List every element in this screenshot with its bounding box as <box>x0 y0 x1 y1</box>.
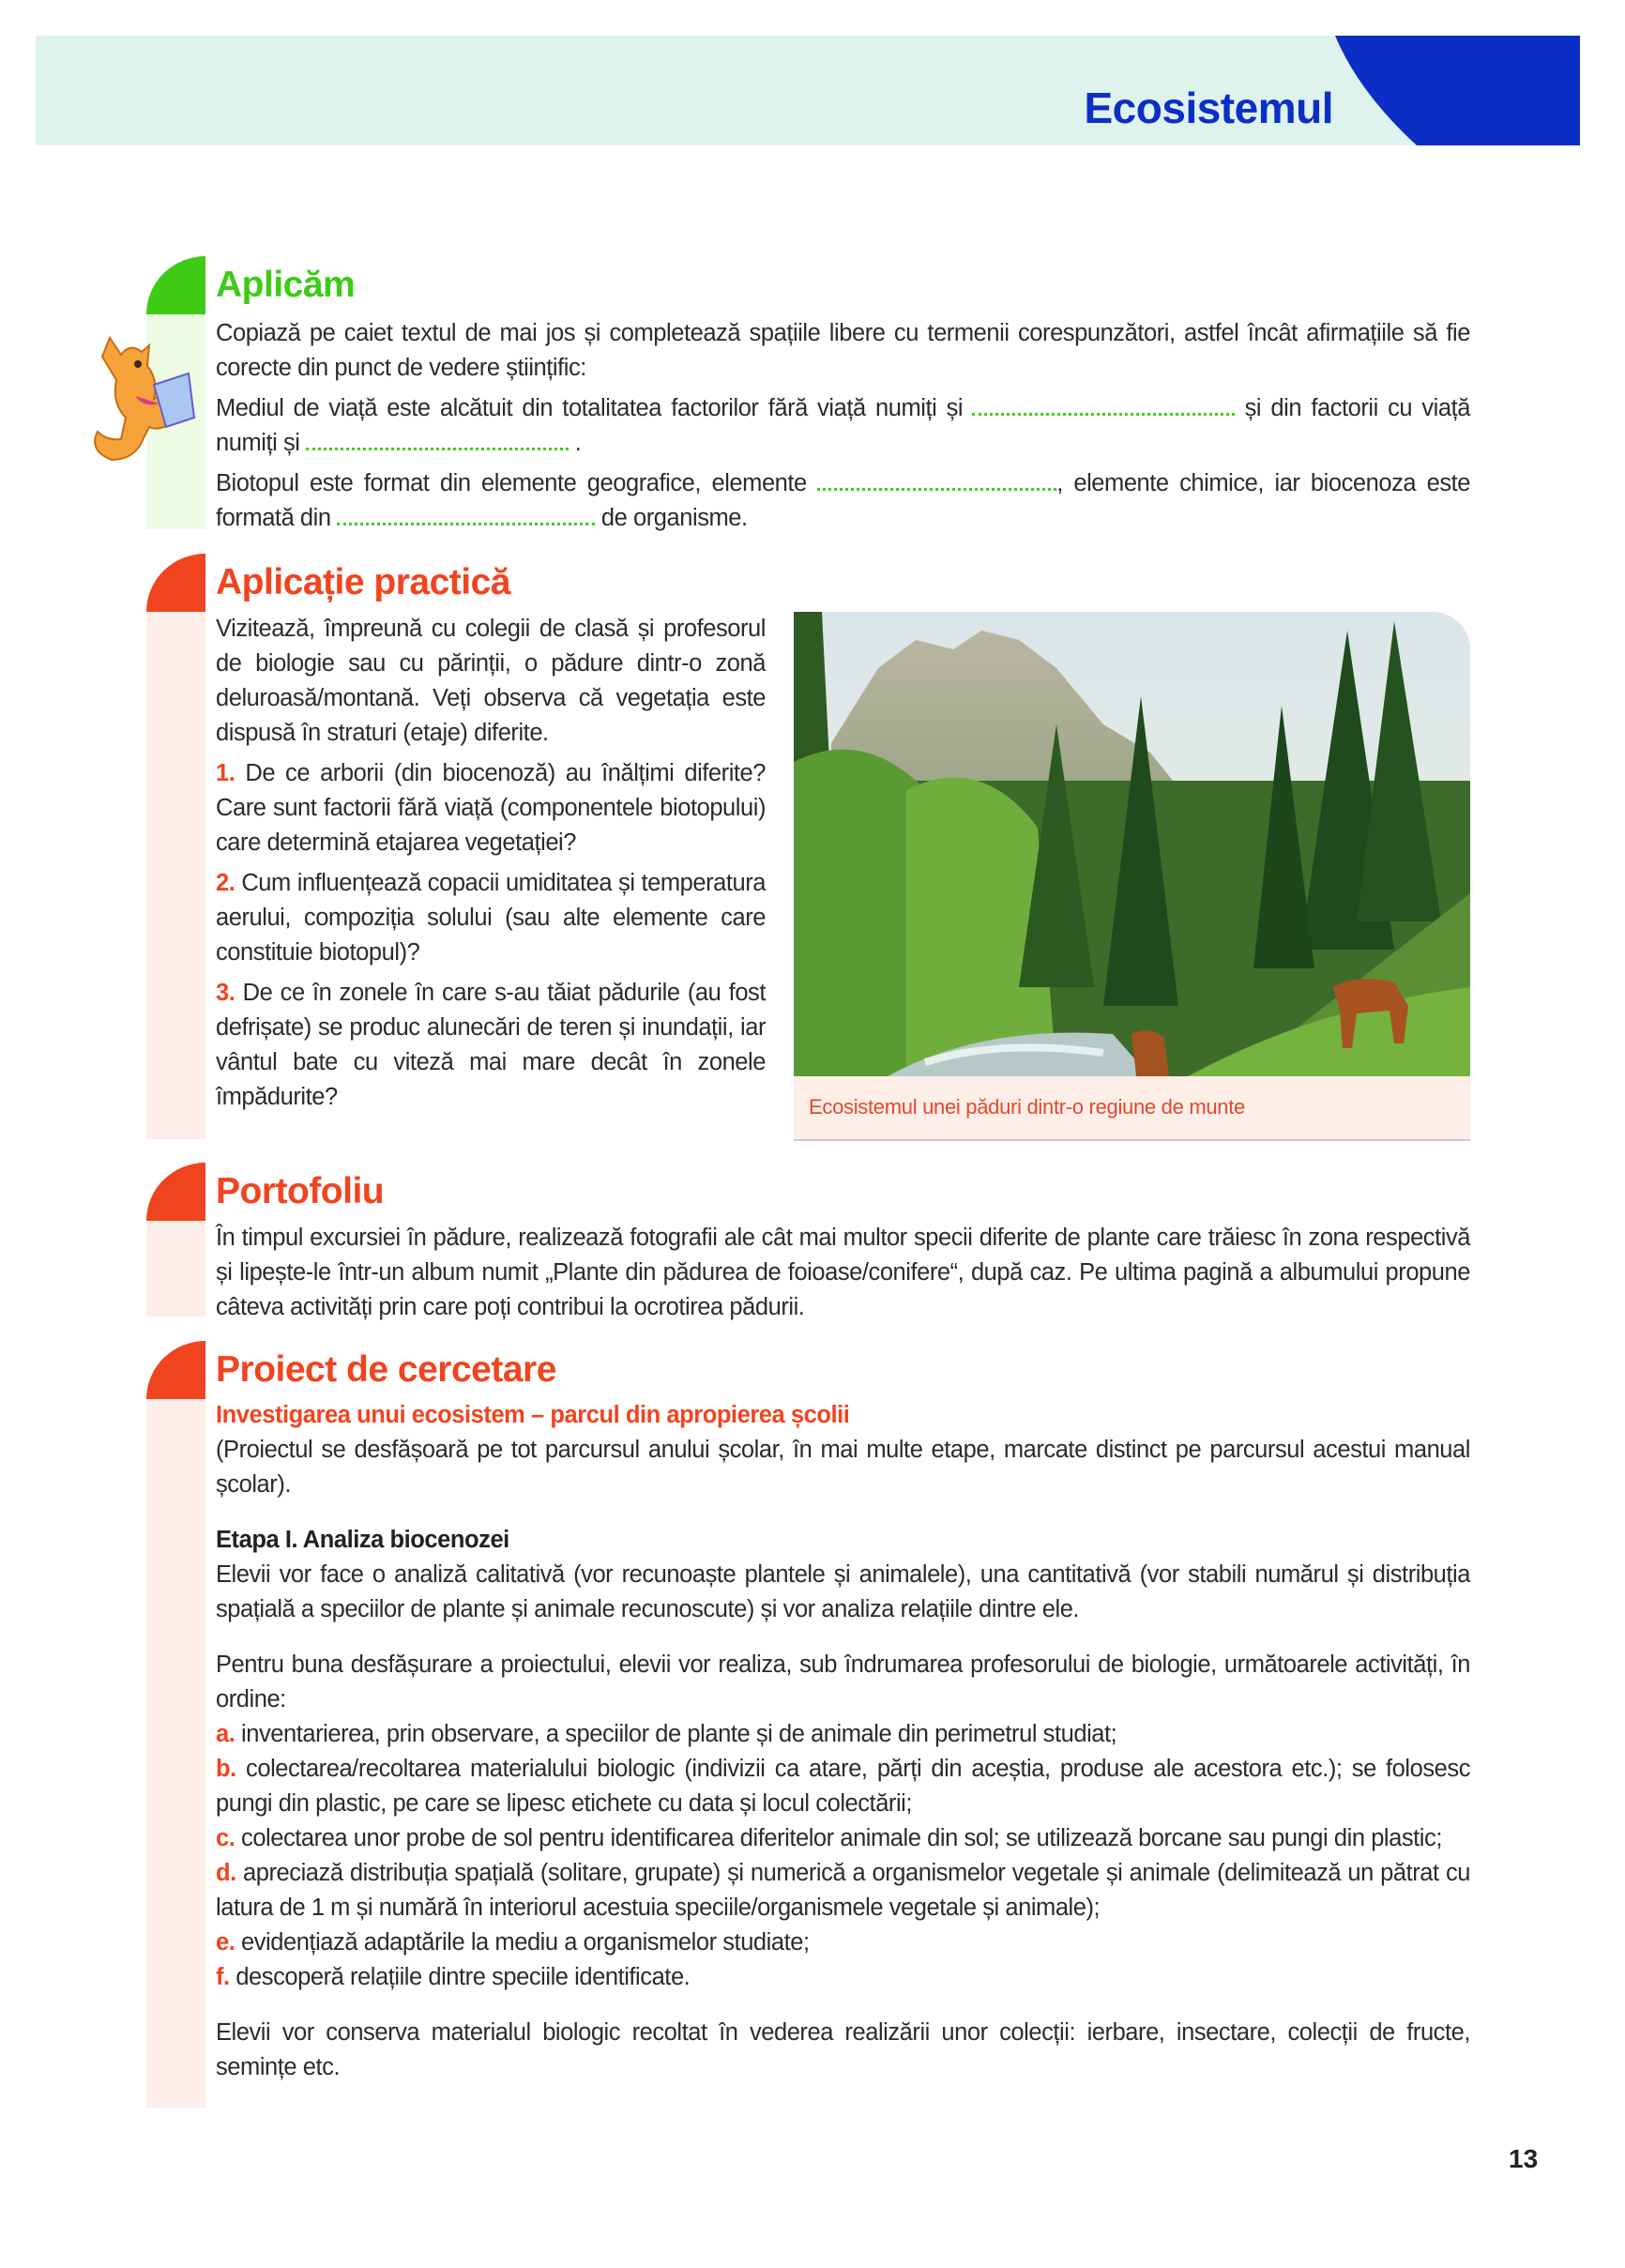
activity-label: a. <box>216 1721 235 1747</box>
section-tab-portofoliu <box>146 1163 205 1221</box>
activity-text: descoperă relațiile dintre speciile identificate. <box>235 1964 691 1990</box>
sentence-text: de organisme. <box>600 505 748 531</box>
stage-title: Etapa I. Analiza biocenozei <box>216 1527 509 1553</box>
activity-label: d. <box>216 1860 236 1886</box>
chapter-title: Ecosistemul <box>1084 84 1333 132</box>
activity-label: e. <box>216 1929 235 1956</box>
section-title-aplicam: Aplicăm <box>216 265 356 305</box>
aplicam-instructions: Copiază pe caiet textul de mai jos și completează spațiile libere cu termenii corespunzători, astfel încât afirmațiile să fie corecte din punct de vedere științific: <box>216 320 1470 381</box>
question-text: De ce în zonele în care s-au tăiat pădurile (au fost defrișate) se produc alunecări de teren și inundații, iar vântul bate cu viteză mai mare decât în zonele împădurite? <box>216 980 766 1110</box>
chapter-header <box>36 36 1580 145</box>
aplicam-body <box>216 316 1470 536</box>
blank-field[interactable] <box>337 502 595 525</box>
blank-field[interactable] <box>306 427 569 450</box>
section-bar-proiect <box>146 1399 205 2108</box>
activity-label: b. <box>216 1756 236 1782</box>
section-tab-proiect <box>146 1341 205 1399</box>
practica-body <box>216 612 766 1115</box>
section-tab-aplicam <box>146 256 205 314</box>
section-title-proiect: Proiect de cercetare <box>216 1349 556 1390</box>
activity-text: inventarierea, prin observare, a speciilor de plante și de animale din perimetrul studiat; <box>241 1721 1117 1747</box>
question-1 <box>216 756 766 860</box>
blank-field[interactable] <box>817 467 1056 491</box>
question-number: 1. <box>216 760 235 786</box>
fill-in-sentence-2 <box>216 466 1470 536</box>
section-bar-practica <box>146 612 205 1139</box>
activity-text: colectarea/recoltarea materialului biologic (indivizii ca atare, părți din aceștia, produse ale acestora etc.); se folosesc pungi din plastic, pe care se lipesc etichete cu data și locul colectării; <box>216 1756 1470 1817</box>
blank-field[interactable] <box>972 392 1235 416</box>
sentence-text: și din factorii cu viață numiți și <box>216 395 1470 456</box>
activity-label: c. <box>216 1825 235 1851</box>
activity-text: colectarea unor probe de sol pentru identificarea diferitelor animale din sol; se utilizează borcane sau pungi din plastic; <box>241 1825 1442 1851</box>
section-title-practica: Aplicație practică <box>216 562 510 602</box>
activity-text: apreciază distribuția spațială (solitare, grupate) și numerică a organismelor vegetale și animale (delimitează un pătrat cu latura de 1 m și numără în interiorul acestuia speciile/organismele vegetale și animale); <box>216 1860 1470 1921</box>
activity-item <box>216 1926 1470 1960</box>
sentence-text: Mediul de viață este alcătuit din totalitatea factorilor fără viață numiți și <box>216 395 964 421</box>
page-number: 13 <box>1509 2144 1539 2173</box>
sentence-text: , elemente chimice, iar biocenoza este formată din <box>216 470 1471 531</box>
question-text: Cum influențează copacii umiditatea și temperatura aerului, compoziția solului (sau alte elemente care constituie biotopul)? <box>216 870 766 966</box>
section-bar-portofoliu <box>146 1221 205 1317</box>
section-title-portofoliu: Portofoliu <box>216 1171 385 1211</box>
question-2 <box>216 866 766 970</box>
practica-intro: Vizitează, împreună cu colegii de clasă și profesorul de biologie sau cu părinții, o pădure dintr-o zonă deluroasă/montană. Veți observa că vegetația este dispusă în straturi (etaje) diferite. <box>216 616 766 746</box>
project-note: (Proiectul se desfășoară pe tot parcursul anului școlar, în mai multe etape, marcate distinct pe parcursul acestui manual școlar). <box>216 1437 1470 1498</box>
header-accent-shape <box>36 36 1580 145</box>
project-subtitle: Investigarea unui ecosistem – parcul din apropierea școlii <box>216 1402 850 1428</box>
activity-item <box>216 1821 1470 1856</box>
question-3 <box>216 976 766 1115</box>
photo-caption <box>794 1076 1470 1141</box>
activity-item <box>216 1856 1470 1926</box>
fill-in-sentence-1 <box>216 391 1470 461</box>
stage-text: Elevii vor face o analiză calitativă (vor recunoaște plantele și animalele), una cantitativă (vor stabili numărul și distribuția spațială a speciilor de plante și animale recunoscute) și vor analiza relațiile dintre ele. <box>216 1561 1470 1622</box>
activity-item <box>216 1960 1470 1995</box>
question-number: 2. <box>216 870 235 896</box>
proiect-body <box>216 1398 1470 2085</box>
portofoliu-body <box>216 1221 1470 1325</box>
question-text: De ce arborii (din biocenoză) au înălțimi diferite? Care sunt factorii fără viață (componentele biotopului) care determină etajarea vegetației? <box>216 760 767 856</box>
sentence-text: . <box>574 430 582 456</box>
portofoliu-text: În timpul excursiei în pădure, realizează fotografii ale cât mai multor specii diferite de plante care trăiesc în zona respectivă și lipește-le într-un album numit „Plante din pădurea de foioase/conifere“, după caz. Pe ultima pagină a albumului propune câteva activități prin care poți contribui la ocrotirea pădurii. <box>216 1225 1470 1320</box>
activity-label: f. <box>216 1964 230 1990</box>
forest-ecosystem-photo <box>794 612 1470 1076</box>
caption-text: Ecosistemul unei păduri dintr-o regiune de munte <box>809 1095 1245 1119</box>
closing-text: Elevii vor conserva materialul biologic recoltat în vederea realizării unor colecții: ierbare, insectare, colecții de fructe, semințe etc. <box>216 2019 1470 2080</box>
activities-intro: Pentru buna desfășurare a proiectului, elevii vor realiza, sub îndrumarea profesorului de biologie, următoarele activități, în ordine: <box>216 1652 1470 1712</box>
sentence-text: Biotopul este format din elemente geografice, elemente <box>216 470 807 496</box>
question-number: 3. <box>216 980 235 1006</box>
kangaroo-mascot-icon <box>84 328 202 465</box>
activity-text: evidențiază adaptările la mediu a organismelor studiate; <box>241 1929 810 1956</box>
section-tab-practica <box>146 554 205 612</box>
activity-item <box>216 1752 1470 1821</box>
activity-item <box>216 1717 1470 1752</box>
